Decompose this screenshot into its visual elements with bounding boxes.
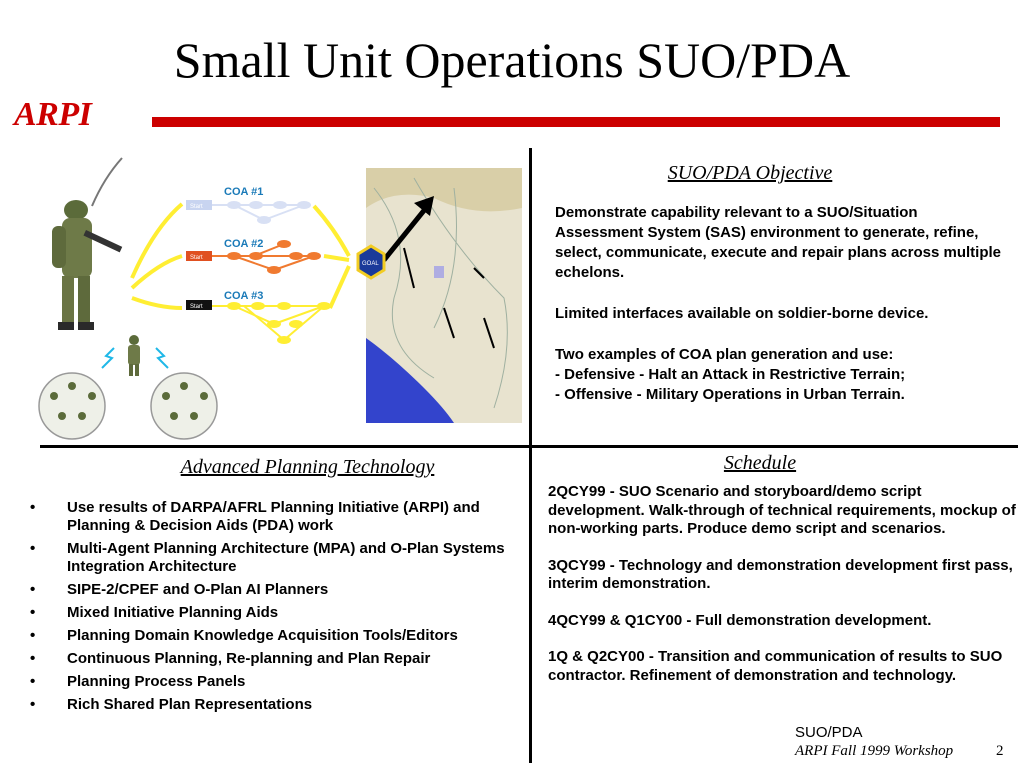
- soldier-icon: [52, 200, 122, 330]
- small-soldier-icon: [128, 335, 140, 376]
- coa-label: COA #1: [224, 186, 264, 198]
- objective-paragraph: Limited interfaces available on soldier-borne device.: [555, 305, 929, 322]
- terrain-map: [366, 168, 522, 423]
- squad-circle-icon: [39, 373, 105, 439]
- footer-project: SUO/PDA: [795, 724, 863, 741]
- goal-label: GOAL: [362, 261, 379, 267]
- planning-item: • Multi-Agent Planning Architecture (MPA) and O-Plan Systems Integration Architecture: [30, 540, 525, 576]
- antenna-icon: [92, 158, 122, 206]
- schedule-body: [548, 483, 1016, 703]
- page-number: 2: [996, 743, 1004, 759]
- planning-item: • Mixed Initiative Planning Aids: [30, 604, 525, 622]
- objective-body: [555, 203, 1005, 405]
- planning-item: • Planning Domain Knowledge Acquisition Tools/Editors: [30, 627, 525, 645]
- coa-label: COA #2: [224, 238, 264, 250]
- vertical-divider: [529, 148, 532, 763]
- example-item: - Defensive - Halt an Attack in Restrictive Terrain;: [555, 366, 906, 383]
- schedule-entry: 3QCY99 - Technology and demonstration development first pass, interim demonstration.: [548, 556, 1013, 592]
- schedule-entry: 1Q & Q2CY00 - Transition and communication of results to SUO contractor. Refinement of demonstration and technology.: [548, 648, 1003, 684]
- schedule-entry: 2QCY99 - SUO Scenario and storyboard/demo script development. Walk-through of technical requirements, mockup of non-working parts. Produce demo script and scenarios.: [548, 483, 1016, 537]
- planning-list: [30, 499, 525, 719]
- objective-paragraph: Demonstrate capability relevant to a SUO/Situation Assessment System (SAS) environment to generate, refine, select, communicate, execute and repair plans across multiple echelons.: [555, 204, 1002, 281]
- slide-title: Small Unit Operations SUO/PDA: [173, 32, 851, 88]
- planning-item: • Continuous Planning, Re-planning and Plan Repair: [30, 650, 525, 668]
- horizontal-divider: [40, 445, 1018, 448]
- planning-item: • SIPE-2/CPEF and O-Plan AI Planners: [30, 581, 525, 599]
- schedule-entry: 4QCY99 & Q1CY00 - Full demonstration development.: [548, 611, 932, 629]
- footer-workshop: ARPI Fall 1999 Workshop: [795, 743, 954, 759]
- example-item: - Offensive - Military Operations in Urban Terrain.: [555, 386, 905, 403]
- signal-icon: [156, 348, 168, 368]
- planning-item: • Use results of DARPA/AFRL Planning Initiative (ARPI) and Planning & Decision Aids (PDA) work: [30, 499, 525, 535]
- schedule-heading: Schedule: [723, 452, 797, 474]
- planning-heading: Advanced Planning Technology: [180, 456, 435, 478]
- arpi-logo: ARPI: [14, 96, 92, 133]
- planning-item: • Rich Shared Plan Representations: [30, 696, 525, 714]
- signal-icon: [102, 348, 114, 368]
- planning-item: • Planning Process Panels: [30, 673, 525, 691]
- squad-circle-icon: [151, 373, 217, 439]
- coa-label: COA #3: [224, 290, 264, 302]
- start-label: Start: [190, 255, 203, 261]
- title-underline-bar: [152, 117, 1000, 127]
- start-label: Start: [190, 204, 203, 210]
- start-label: Start: [190, 304, 203, 310]
- objective-heading: SUO/PDA Objective: [667, 162, 833, 184]
- coa-planning-illustration: [34, 148, 528, 443]
- examples-intro: Two examples of COA plan generation and use:: [555, 346, 894, 363]
